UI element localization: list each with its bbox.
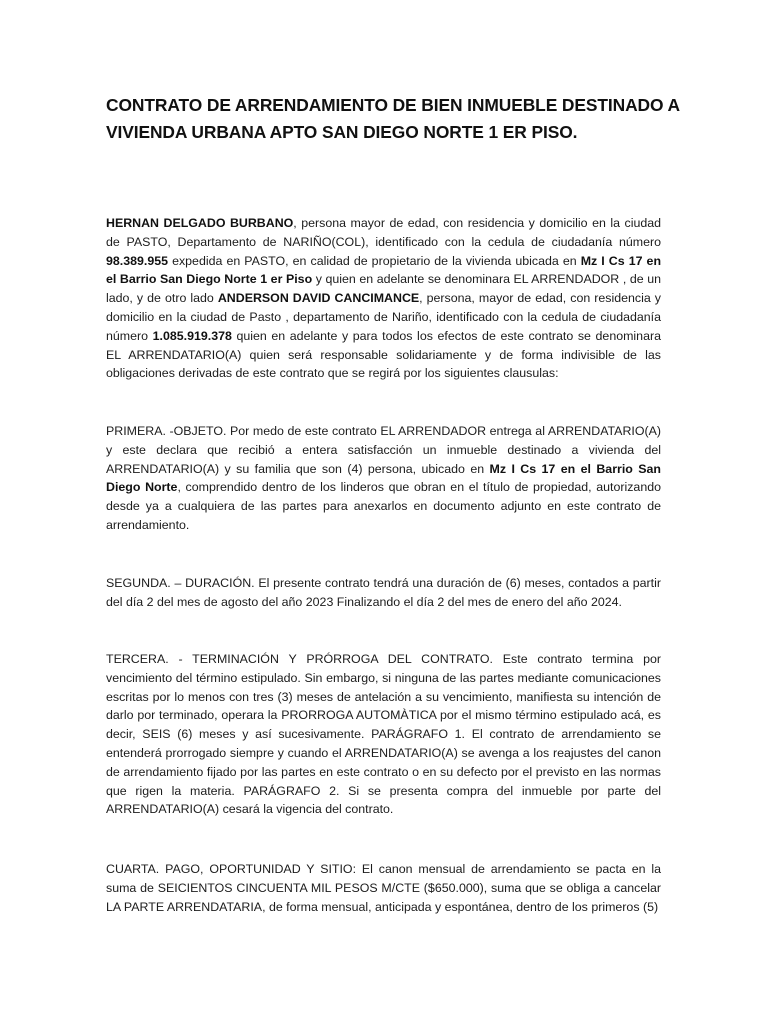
document-title: CONTRATO DE ARRENDAMIENTO DE BIEN INMUEBLE DESTINADO A VIVIENDA URBANA APTO SAN DIEGO NORTE 1 ER PISO. [106, 95, 680, 142]
intro-text-2: expedida en PASTO, en calidad de propietario de la vivienda ubicada en [168, 253, 581, 268]
clause-segunda: SEGUNDA. – DURACIÓN. El presente contrato tendrá una duración de (6) meses, contados a partir del día 2 del mes de agosto del año 2023 Finalizando el día 2 del mes de enero del año 2024. [106, 576, 661, 609]
arrendatario-name: ANDERSON DAVID CANCIMANCE [217, 291, 420, 306]
clause-tercera: TERCERA. - TERMINACIÓN Y PRÓRROGA DEL CONTRATO. Este contrato termina por vencimiento del término estipulado. Sin embargo, si ninguna de las partes mediante comunicaciones escritas por lo menos con tres (3) meses de antelación a su vencimiento, manifiesta su intención de darlo por terminado, operara la PRORROGA AUTOMÀTICA por el mismo término estipulado acá, es decir, SEIS (6) meses y así sucesivamente. PARÁGRAFO 1. El contrato de arrendamiento se entenderá prorrogado siempre y cuando el ARRENDATARIO(A) se avenga a los reajustes del canon de arrendamiento fijado por las partes en este contrato o en su defecto por el previsto en las normas que rigen la materia. PARÁGRAFO 2. Si se presenta compra del inmueble por parte del ARRENDATARIO(A) cesará la vigencia del contrato. [106, 652, 661, 817]
arrendador-id-number: 98.389.955 [106, 253, 169, 268]
intro-text-3: y quien en adelante se denominara EL ARRENDADOR , de un lado, y de otro lado [106, 272, 661, 306]
arrendatario-id-number: 1.085.919.378 [152, 328, 232, 343]
property-address: Mz I Cs 17 en el Barrio San Diego Norte 1 er Piso [106, 253, 662, 287]
intro-paragraph [106, 214, 661, 383]
intro-text-5: quien en adelante y para todos los efectos de este contrato se denominara EL ARRENDATARIO(A) quien será responsable solidariamente y de forma indivisible de las obligaciones derivadas de este contrato que se regirá por los siguientes clausulas: [106, 328, 661, 381]
intro-text-1: , persona mayor de edad, con residencia y domicilio en la ciudad de PASTO, Departamento de NARIÑO(COL), identificado con la cedula de ciudadanía número [106, 216, 662, 249]
clause-cuarta: CUARTA. PAGO, OPORTUNIDAD Y SITIO: El canon mensual de arrendamiento se pacta en la suma de SEICIENTOS CINCUENTA MIL PESOS M/CTE ($650.000), suma que se obliga a cancelar LA PARTE ARRENDATARIA, de forma mensual, anticipada y espontánea, dentro de los primeros (5) [106, 862, 661, 914]
arrendador-name: HERNAN DELGADO BURBANO [106, 216, 294, 230]
intro-text-4: , persona, mayor de edad, con residencia y domicilio en la ciudad de Pasto , departamento de Nariño, identificado con la cedula de ciudadanía número [106, 291, 661, 343]
clause-primera [106, 422, 661, 535]
primera-address: Mz I Cs 17 en el Barrio San Diego Norte [106, 461, 661, 495]
primera-text-2: , comprendido dentro de los linderos que obran en el título de propiedad, autorizando desde ya a cualquiera de las partes para anexarlos en documento adjunto en este contrato de arrendamiento. [106, 480, 661, 532]
primera-text-1: PRIMERA. -OBJETO. Por medo de este contrato EL ARRENDADOR entrega al ARRENDATARIO(A) y este declara que recibió a entera satisfacción un inmueble destinado a vivienda del ARRENDATARIO(A) y su familia que son (4) persona, ubicado en [106, 424, 661, 476]
